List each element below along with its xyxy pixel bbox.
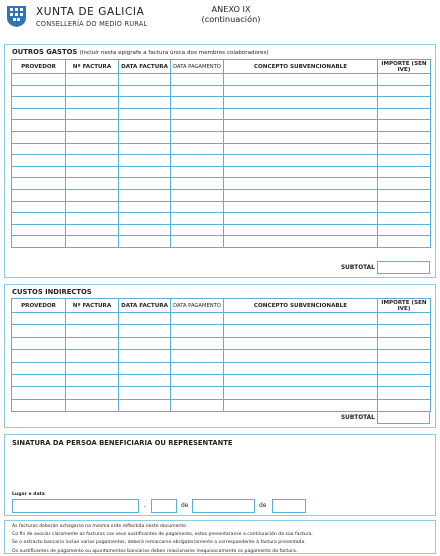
- table-cell[interactable]: [66, 313, 119, 325]
- table-cell[interactable]: [119, 120, 171, 132]
- table-cell[interactable]: [378, 337, 431, 349]
- table-cell[interactable]: [378, 120, 431, 132]
- table-cell[interactable]: [224, 350, 378, 362]
- table-cell[interactable]: [224, 362, 378, 374]
- table-cell[interactable]: [12, 350, 66, 362]
- table-cell[interactable]: [378, 350, 431, 362]
- table-cell[interactable]: [119, 362, 171, 374]
- place-field[interactable]: [12, 499, 139, 513]
- table-cell[interactable]: [224, 155, 378, 167]
- table-cell[interactable]: [12, 399, 66, 411]
- table-cell[interactable]: [66, 178, 119, 190]
- table-cell[interactable]: [66, 166, 119, 178]
- table-cell[interactable]: [12, 120, 66, 132]
- table-cell[interactable]: [119, 224, 171, 236]
- table-row: [12, 189, 431, 201]
- table-cell[interactable]: [171, 143, 224, 155]
- table-cell[interactable]: [119, 201, 171, 213]
- table-cell[interactable]: [119, 74, 171, 86]
- table-cell[interactable]: [12, 387, 66, 399]
- table-cell[interactable]: [66, 362, 119, 374]
- outros-gastos-section: [4, 44, 436, 278]
- table-row: [12, 387, 431, 399]
- table-cell[interactable]: [66, 387, 119, 399]
- table-cell[interactable]: [224, 189, 378, 201]
- table-row: [12, 166, 431, 178]
- table-row: [12, 325, 431, 337]
- table-cell[interactable]: [119, 374, 171, 386]
- table-cell[interactable]: [66, 337, 119, 349]
- table-cell[interactable]: [224, 166, 378, 178]
- col-concepto: CONCEPTO SUBVENCIONABLE: [224, 60, 378, 74]
- table-cell[interactable]: [119, 325, 171, 337]
- brand-title: XUNTA DE GALICIA: [36, 6, 145, 18]
- table-row: [12, 374, 431, 386]
- col-data-pagamento: DATA PAGAMENTO: [171, 60, 224, 74]
- table-cell[interactable]: [12, 108, 66, 120]
- custos-indirectos-table: [11, 298, 431, 412]
- table-cell[interactable]: [66, 201, 119, 213]
- signature-title: SINATURA DA PERSOA BENEFICIARIA OU REPRESENTANTE: [12, 439, 233, 447]
- note-line-1: As facturas deberán achegarse na mesma orde reflectida neste documento: [12, 524, 186, 529]
- brand-subtitle: CONSELLERÍA DO MEDIO RURAL: [36, 20, 148, 28]
- table-cell[interactable]: [171, 85, 224, 97]
- table-cell[interactable]: [12, 313, 66, 325]
- col-provedor: PROVEDOR: [12, 60, 66, 74]
- col-provedor: PROVEDOR: [12, 299, 66, 313]
- table-cell[interactable]: [378, 178, 431, 190]
- table-cell[interactable]: [119, 313, 171, 325]
- table-cell[interactable]: [119, 85, 171, 97]
- table-cell[interactable]: [12, 189, 66, 201]
- table-cell[interactable]: [66, 350, 119, 362]
- table-cell[interactable]: [119, 236, 171, 248]
- xunta-emblem-icon: [6, 5, 27, 28]
- table-cell[interactable]: [224, 143, 378, 155]
- table-cell[interactable]: [171, 313, 224, 325]
- annex-label: [186, 4, 276, 24]
- table-cell[interactable]: [171, 325, 224, 337]
- table-cell[interactable]: [12, 97, 66, 109]
- table-cell[interactable]: [12, 143, 66, 155]
- outros-gastos-subtotal-label: SUBTOTAL: [341, 265, 375, 271]
- table-cell[interactable]: [171, 108, 224, 120]
- signature-section: [4, 434, 436, 516]
- comma-separator: ,: [144, 502, 146, 509]
- table-cell[interactable]: [224, 399, 378, 411]
- table-cell[interactable]: [171, 166, 224, 178]
- table-cell[interactable]: [171, 399, 224, 411]
- table-row: [12, 350, 431, 362]
- table-cell[interactable]: [119, 189, 171, 201]
- table-cell[interactable]: [12, 325, 66, 337]
- table-cell[interactable]: [119, 97, 171, 109]
- outros-gastos-subtotal-field[interactable]: [377, 261, 430, 274]
- outros-gastos-note: (Incluír nesta epígrafe a factura única dos membros colaboradores): [79, 50, 269, 56]
- table-cell[interactable]: [119, 131, 171, 143]
- col-data-factura: DATA FACTURA: [119, 60, 171, 74]
- table-row: [12, 313, 431, 325]
- table-cell[interactable]: [224, 97, 378, 109]
- table-row: [12, 97, 431, 109]
- de-separator-1: de: [181, 502, 189, 509]
- annex-continuation: (continuación): [201, 14, 261, 24]
- table-cell[interactable]: [224, 85, 378, 97]
- table-cell[interactable]: [378, 362, 431, 374]
- table-cell[interactable]: [171, 120, 224, 132]
- table-row: [12, 362, 431, 374]
- table-cell[interactable]: [171, 224, 224, 236]
- table-cell[interactable]: [12, 213, 66, 225]
- table-row: [12, 108, 431, 120]
- table-cell[interactable]: [119, 155, 171, 167]
- table-cell[interactable]: [224, 74, 378, 86]
- table-cell[interactable]: [12, 74, 66, 86]
- table-cell[interactable]: [119, 108, 171, 120]
- col-numero-factura: Nº FACTURA: [66, 299, 119, 313]
- day-field[interactable]: [151, 499, 177, 513]
- table-cell[interactable]: [171, 189, 224, 201]
- table-cell[interactable]: [224, 387, 378, 399]
- table-cell[interactable]: [171, 131, 224, 143]
- table-cell[interactable]: [66, 236, 119, 248]
- table-cell[interactable]: [12, 178, 66, 190]
- note-line-2: Co fin de asociar claramente as facturas cos seus xustificantes de pagamento, estes presentaranse a continuación da súa factura.: [12, 532, 313, 538]
- table-cell[interactable]: [66, 85, 119, 97]
- table-cell[interactable]: [12, 224, 66, 236]
- table-cell[interactable]: [224, 120, 378, 132]
- table-cell[interactable]: [378, 97, 431, 109]
- table-cell[interactable]: [224, 131, 378, 143]
- table-cell[interactable]: [12, 362, 66, 374]
- col-data-pagamento: DATA PAGAMENTO: [171, 299, 224, 313]
- table-cell[interactable]: [12, 374, 66, 386]
- table-cell[interactable]: [66, 97, 119, 109]
- table-cell[interactable]: [119, 143, 171, 155]
- place-date-label: Lugar e data: [12, 492, 45, 497]
- table-cell[interactable]: [378, 143, 431, 155]
- table-cell[interactable]: [171, 74, 224, 86]
- table-cell[interactable]: [378, 85, 431, 97]
- table-cell[interactable]: [12, 236, 66, 248]
- table-cell[interactable]: [224, 236, 378, 248]
- table-cell[interactable]: [12, 337, 66, 349]
- table-cell[interactable]: [171, 201, 224, 213]
- table-cell[interactable]: [66, 213, 119, 225]
- table-cell[interactable]: [224, 108, 378, 120]
- col-concepto: CONCEPTO SUBVENCIONABLE: [224, 299, 378, 313]
- table-cell[interactable]: [224, 213, 378, 225]
- instructions-notes: [4, 520, 436, 554]
- outros-gastos-heading: OUTROS GASTOS: [12, 48, 78, 56]
- outros-gastos-title: [12, 48, 269, 56]
- table-cell[interactable]: [378, 189, 431, 201]
- table-cell[interactable]: [224, 178, 378, 190]
- col-importe: IMPORTE (SEN IVE): [378, 60, 431, 74]
- month-field[interactable]: [192, 499, 255, 513]
- table-cell[interactable]: [66, 325, 119, 337]
- table-cell[interactable]: [66, 131, 119, 143]
- table-cell[interactable]: [119, 387, 171, 399]
- table-cell[interactable]: [378, 131, 431, 143]
- table-row: [12, 178, 431, 190]
- table-cell[interactable]: [378, 399, 431, 411]
- col-importe: IMPORTE (SEN IVE): [378, 299, 431, 313]
- table-cell[interactable]: [119, 178, 171, 190]
- table-cell[interactable]: [66, 108, 119, 120]
- table-cell[interactable]: [119, 213, 171, 225]
- col-data-factura: DATA FACTURA: [119, 299, 171, 313]
- table-cell[interactable]: [378, 108, 431, 120]
- col-numero-factura: Nº FACTURA: [66, 60, 119, 74]
- table-cell[interactable]: [12, 85, 66, 97]
- year-field[interactable]: [272, 499, 306, 513]
- table-cell[interactable]: [378, 374, 431, 386]
- table-cell[interactable]: [378, 155, 431, 167]
- table-cell[interactable]: [66, 399, 119, 411]
- table-cell[interactable]: [378, 74, 431, 86]
- table-row: [12, 224, 431, 236]
- table-cell[interactable]: [171, 213, 224, 225]
- table-cell[interactable]: [224, 337, 378, 349]
- table-cell[interactable]: [224, 201, 378, 213]
- table-cell[interactable]: [66, 155, 119, 167]
- table-cell[interactable]: [66, 374, 119, 386]
- note-line-3: Se o extracto bancario inclúe varios pagamentos, deberá remarcarse obrigatoriamente o correspondente á factura presentada.: [12, 540, 306, 546]
- table-row: [12, 74, 431, 86]
- table-cell[interactable]: [119, 166, 171, 178]
- table-cell[interactable]: [171, 97, 224, 109]
- table-cell[interactable]: [66, 120, 119, 132]
- table-cell[interactable]: [171, 374, 224, 386]
- table-cell[interactable]: [224, 224, 378, 236]
- table-cell[interactable]: [224, 313, 378, 325]
- table-cell[interactable]: [378, 166, 431, 178]
- table-cell[interactable]: [12, 131, 66, 143]
- table-cell[interactable]: [378, 313, 431, 325]
- table-cell[interactable]: [66, 189, 119, 201]
- annex-number: ANEXO IX: [211, 4, 251, 14]
- table-cell[interactable]: [378, 224, 431, 236]
- table-cell[interactable]: [171, 350, 224, 362]
- table-cell[interactable]: [171, 337, 224, 349]
- table-row: [12, 399, 431, 411]
- outros-gastos-table: [11, 59, 431, 248]
- table-row: [12, 236, 431, 248]
- table-cell[interactable]: [171, 387, 224, 399]
- custos-indirectos-subtotal-label: SUBTOTAL: [341, 415, 375, 421]
- custos-indirectos-title: CUSTOS INDIRECTOS: [12, 288, 92, 296]
- table-cell[interactable]: [66, 74, 119, 86]
- table-row: [12, 143, 431, 155]
- table-cell[interactable]: [378, 387, 431, 399]
- table-cell[interactable]: [66, 143, 119, 155]
- table-cell[interactable]: [224, 374, 378, 386]
- table-row: [12, 213, 431, 225]
- table-cell[interactable]: [66, 224, 119, 236]
- table-cell[interactable]: [119, 350, 171, 362]
- table-cell[interactable]: [378, 213, 431, 225]
- table-cell[interactable]: [171, 155, 224, 167]
- document-header: [6, 4, 436, 34]
- de-separator-2: de: [259, 502, 267, 509]
- table-row: [12, 131, 431, 143]
- table-cell[interactable]: [378, 201, 431, 213]
- table-row: [12, 85, 431, 97]
- custos-indirectos-subtotal-field[interactable]: [377, 411, 430, 424]
- table-cell[interactable]: [224, 325, 378, 337]
- table-cell[interactable]: [378, 236, 431, 248]
- table-cell[interactable]: [378, 325, 431, 337]
- table-cell[interactable]: [119, 399, 171, 411]
- table-cell[interactable]: [12, 166, 66, 178]
- table-cell[interactable]: [119, 337, 171, 349]
- custos-indirectos-section: [4, 284, 436, 428]
- table-cell[interactable]: [171, 362, 224, 374]
- table-row: [12, 155, 431, 167]
- table-row: [12, 201, 431, 213]
- table-row: [12, 337, 431, 349]
- table-cell[interactable]: [171, 236, 224, 248]
- table-row: [12, 120, 431, 132]
- table-cell[interactable]: [171, 178, 224, 190]
- table-cell[interactable]: [12, 201, 66, 213]
- table-cell[interactable]: [12, 155, 66, 167]
- note-line-4: Os xustificantes de pagamento ou apuntamentos bancarios deben relacionarse inequívocamente co pagamento da factura.: [12, 548, 298, 554]
